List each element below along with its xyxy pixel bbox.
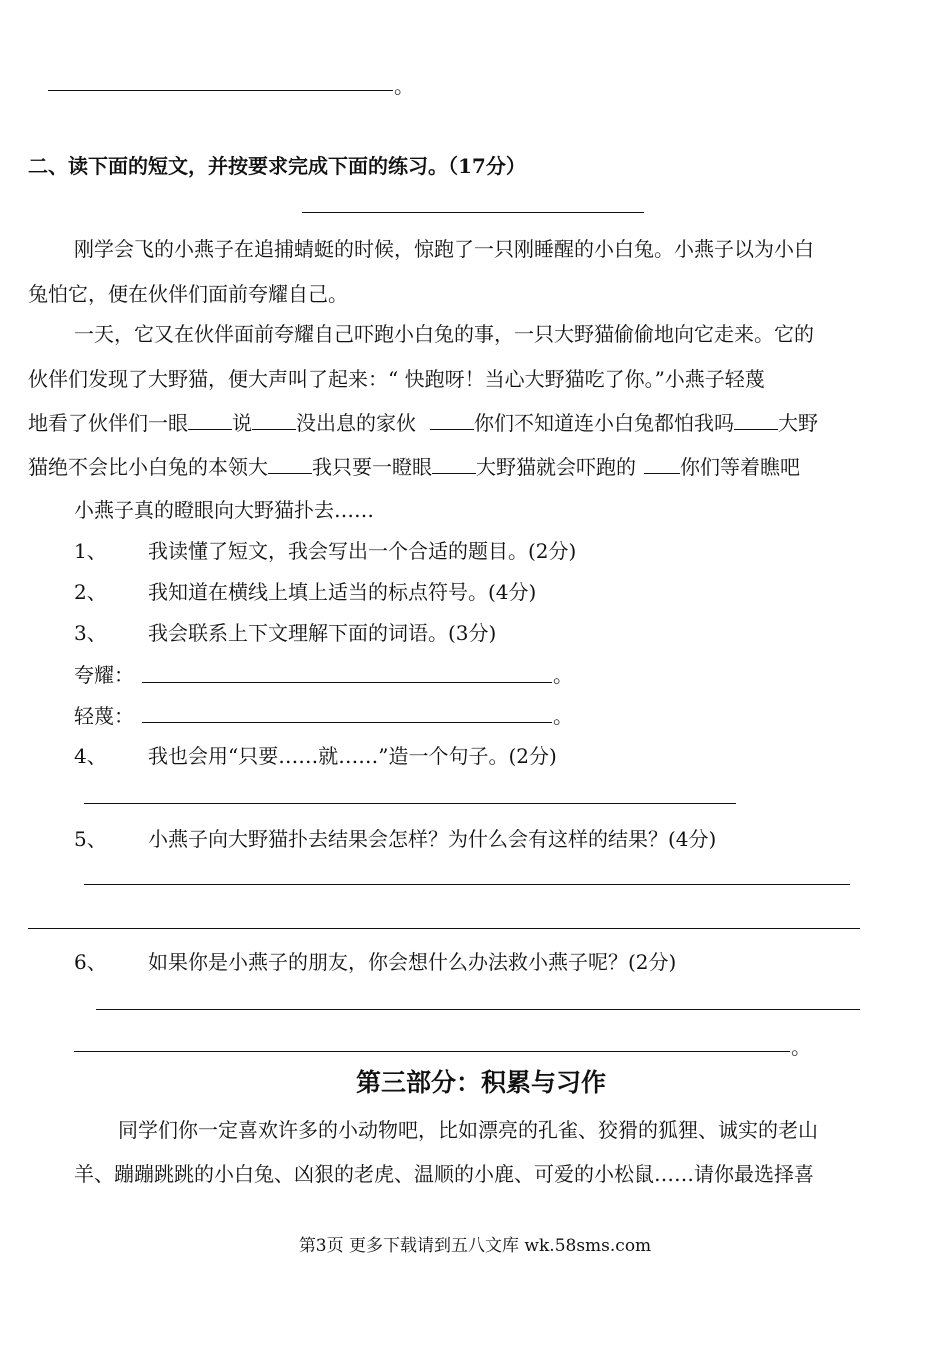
question-text: 我读懂了短文，我会写出一个合适的题目。(2分) (148, 539, 577, 563)
period: 。 (791, 1035, 811, 1059)
word-answer-line[interactable] (142, 722, 552, 723)
passage-fragment: 你们等着瞧吧 (680, 455, 800, 479)
question-text: 我会联系上下文理解下面的词语。(3分) (148, 621, 497, 645)
section-heading: 二、读下面的短文，并按要求完成下面的练习。（17分） (28, 154, 526, 178)
question-4 (74, 742, 557, 770)
question-text: 小燕子向大野猫扑去结果会怎样？为什么会有这样的结果？(4分) (148, 827, 717, 851)
passage-line: 刚学会飞的小燕子在追捕蜻蜓的时候，惊跑了一只刚睡醒的小白兔。小燕子以为小白 (74, 237, 814, 261)
punctuation-blank[interactable] (252, 409, 296, 430)
passage-line: 一天，它又在伙伴面前夸耀自己吓跑小白兔的事，一只大野猫偷偷地向它走来。它的 (74, 322, 814, 346)
period: 。 (553, 704, 573, 728)
punctuation-blank[interactable] (430, 409, 474, 430)
word-label: 轻蔑： (74, 704, 134, 728)
page-footer: 第3页 更多下载请到五八文库 wk.58sms.com (298, 1236, 652, 1256)
passage-fragment: 大野 (778, 411, 818, 435)
question-2 (74, 578, 536, 606)
word-label: 夸耀： (74, 663, 134, 687)
period: 。 (553, 663, 573, 687)
answer-line[interactable] (74, 1051, 790, 1052)
title-blank-line[interactable] (302, 212, 644, 213)
question-text: 我知道在横线上填上适当的标点符号。(4分) (148, 580, 537, 604)
question-3 (74, 619, 496, 647)
prompt-line: 羊、蹦蹦跳跳的小白兔、凶狠的老虎、温顺的小鹿、可爱的小松鼠……请你最选择喜 (74, 1162, 814, 1186)
question-text: 我也会用“只要……就……”造一个句子。(2分) (148, 744, 557, 768)
passage-line: 小燕子真的瞪眼向大野猫扑去…… (74, 498, 374, 522)
question-number: 3、 (74, 621, 107, 645)
question-text: 如果你是小燕子的朋友，你会想什么办法救小燕子呢？(2分) (148, 950, 677, 974)
punctuation-blank[interactable] (644, 453, 680, 474)
passage-line: 兔怕它，便在伙伴们面前夸耀自己。 (28, 282, 348, 306)
question-number: 4、 (74, 744, 107, 768)
answer-line[interactable] (84, 884, 850, 885)
question-1 (74, 537, 576, 565)
answer-line[interactable] (28, 928, 860, 929)
punctuation-blank[interactable] (734, 409, 778, 430)
part-title: 第三部分：积累与习作 (356, 1068, 607, 1097)
prompt-line: 同学们你一定喜欢许多的小动物吧，比如漂亮的孔雀、狡猾的狐狸、诚实的老山 (118, 1118, 818, 1142)
period: 。 (394, 74, 414, 98)
passage-fragment: 我只要一瞪眼 (312, 455, 432, 479)
punctuation-blank[interactable] (188, 409, 232, 430)
question-number: 2、 (74, 580, 107, 604)
passage-line: 伙伴们发现了大野猫，便大声叫了起来：“ 快跑呀！当心大野猫吃了你。”小燕子轻蔑 (28, 367, 765, 391)
passage-line-with-blanks (28, 453, 800, 481)
question-5 (74, 825, 716, 853)
passage-fragment: 说 (232, 411, 252, 435)
answer-line[interactable] (96, 1009, 860, 1010)
punctuation-blank[interactable] (432, 453, 476, 474)
passage-fragment: 猫绝不会比小白兔的本领大 (28, 455, 268, 479)
passage-line-with-blanks (28, 409, 818, 437)
question-number: 1、 (74, 539, 107, 563)
answer-line[interactable] (84, 803, 736, 804)
passage-fragment: 你们不知道连小白兔都怕我吗 (474, 411, 734, 435)
question-number: 5、 (74, 827, 107, 851)
answer-line[interactable] (48, 90, 393, 91)
passage-fragment: 地看了伙伴们一眼 (28, 411, 188, 435)
question-number: 6、 (74, 950, 107, 974)
word-answer-line[interactable] (142, 682, 552, 683)
passage-fragment: 没出息的家伙 (296, 411, 416, 435)
passage-fragment: 大野猫就会吓跑的 (476, 455, 636, 479)
punctuation-blank[interactable] (268, 453, 312, 474)
question-6 (74, 948, 676, 976)
